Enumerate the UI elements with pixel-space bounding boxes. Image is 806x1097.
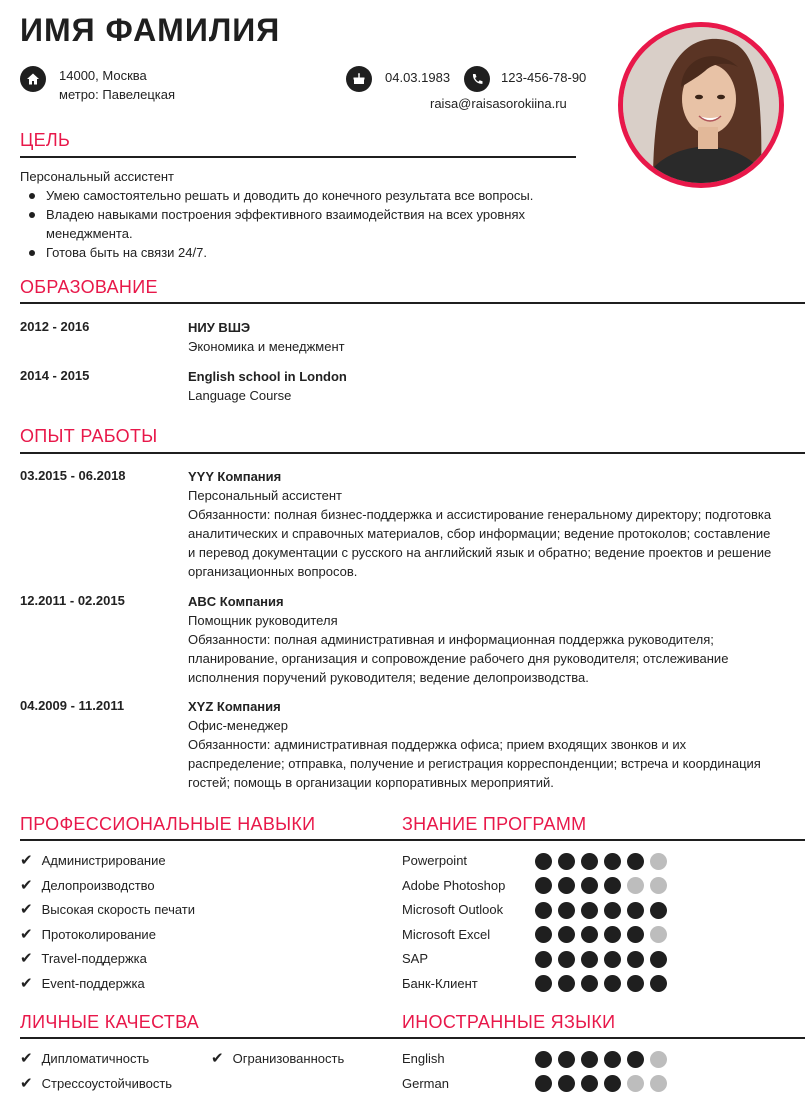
software-names bbox=[402, 849, 505, 996]
education-item bbox=[188, 367, 347, 405]
pro-skills-divider bbox=[20, 839, 382, 841]
education-field: Экономика и менеджмент bbox=[188, 339, 345, 354]
rating-dots bbox=[535, 849, 667, 874]
rating-dot-filled bbox=[535, 902, 552, 919]
rating-dot-filled bbox=[558, 1075, 575, 1092]
education-field: Language Course bbox=[188, 388, 292, 403]
personal-col-2 bbox=[211, 1047, 344, 1072]
software-name: Microsoft Excel bbox=[402, 926, 491, 942]
quality-item bbox=[20, 1072, 172, 1097]
language-names bbox=[402, 1047, 449, 1096]
rating-dot-filled bbox=[535, 877, 552, 894]
rating-dot-filled bbox=[627, 853, 644, 870]
education-period: 2014 - 2015 bbox=[20, 368, 90, 383]
rating-dot-filled bbox=[604, 1075, 621, 1092]
rating-dot-filled bbox=[535, 951, 552, 968]
rating-dot-filled bbox=[535, 1075, 552, 1092]
quality-item bbox=[20, 1047, 172, 1072]
languages-heading: ИНОСТРАННЫЕ ЯЗЫКИ bbox=[402, 1012, 616, 1032]
home-icon bbox=[20, 66, 46, 92]
rating-dot-filled bbox=[558, 902, 575, 919]
skill-label: Администрирование bbox=[41, 853, 166, 868]
software-ratings bbox=[535, 849, 667, 996]
rating-dot-filled bbox=[535, 975, 552, 992]
experience-heading: ОПЫТ РАБОТЫ bbox=[20, 426, 158, 446]
rating-dot-empty bbox=[627, 1075, 644, 1092]
rating-dots bbox=[535, 972, 667, 997]
job-item bbox=[188, 592, 778, 687]
rating-dots bbox=[535, 898, 667, 923]
rating-dot-filled bbox=[650, 902, 667, 919]
rating-dot-filled bbox=[558, 926, 575, 943]
goal-list bbox=[20, 186, 600, 262]
checkmark-icon: ✔ bbox=[20, 925, 33, 943]
phone: 123-456-78-90 bbox=[501, 70, 587, 85]
education-place: НИУ ВШЭ bbox=[188, 320, 251, 335]
address-line-2: метро: Павелецкая bbox=[59, 87, 176, 102]
rating-dot-filled bbox=[627, 926, 644, 943]
rating-dot-filled bbox=[535, 1051, 552, 1068]
rating-dot-filled bbox=[558, 975, 575, 992]
job-role: Помощник руководителя bbox=[188, 613, 338, 628]
rating-dot-empty bbox=[650, 877, 667, 894]
profile-photo bbox=[618, 22, 784, 188]
education-period: 2012 - 2016 bbox=[20, 319, 90, 334]
job-duties: Обязанности: полная административная и информационная поддержка руководителя; планирование, организация и сопровождение рабочего дня руководителя; отслеживание исполнения поручений руководителя; ведение делопроизводства. bbox=[188, 632, 729, 685]
job-period: 12.2011 - 02.2015 bbox=[20, 593, 125, 608]
phone-icon bbox=[464, 66, 490, 92]
goal-divider bbox=[20, 156, 576, 158]
address-line-1: 14000, Москва bbox=[59, 68, 147, 83]
language-name: German bbox=[402, 1075, 449, 1091]
software-heading: ЗНАНИЕ ПРОГРАММ bbox=[402, 814, 587, 834]
personal-divider bbox=[20, 1037, 382, 1039]
goal-section bbox=[20, 167, 600, 262]
skill-label: Event-поддержка bbox=[41, 975, 145, 991]
goal-point: Готова быть на связи 24/7. bbox=[20, 243, 600, 262]
skill-item bbox=[20, 898, 195, 923]
rating-dot-filled bbox=[604, 902, 621, 919]
personal-heading: ЛИЧНЫЕ КАЧЕСТВА bbox=[20, 1012, 200, 1032]
quality-label: Огранизованность bbox=[232, 1051, 345, 1066]
rating-dot-filled bbox=[650, 975, 667, 992]
rating-dots bbox=[535, 923, 667, 948]
personal-col-1 bbox=[20, 1047, 172, 1096]
software-divider bbox=[382, 839, 805, 841]
pro-skills-list bbox=[20, 849, 195, 996]
rating-dot-filled bbox=[581, 951, 598, 968]
skill-item bbox=[20, 947, 195, 972]
rating-dot-filled bbox=[558, 1051, 575, 1068]
rating-dot-empty bbox=[650, 853, 667, 870]
email-link[interactable]: raisa@raisasorokiina.ru bbox=[430, 96, 567, 111]
job-item bbox=[188, 697, 778, 792]
rating-dot-filled bbox=[581, 877, 598, 894]
rating-dot-filled bbox=[604, 951, 621, 968]
rating-dot-filled bbox=[581, 926, 598, 943]
software-name: Powerpoint bbox=[402, 853, 468, 868]
rating-dot-filled bbox=[581, 1075, 598, 1092]
checkmark-icon: ✔ bbox=[20, 876, 33, 894]
checkmark-icon: ✔ bbox=[20, 1074, 33, 1092]
job-company: ABC Компания bbox=[188, 594, 284, 609]
job-company: YYY Компания bbox=[188, 469, 282, 484]
skill-label: Travel-поддержка bbox=[41, 951, 147, 966]
rating-dots bbox=[535, 1047, 667, 1072]
job-duties: Обязанности: полная бизнес-поддержка и ассистирование генеральному директору; подготовка аналитических и справочных материалов, сбор информации; ведение протоколов; составление и перевод документации с русского на английский язык и обратно; ведение проектов и решение организационных вопросов. bbox=[188, 507, 772, 579]
checkmark-icon: ✔ bbox=[20, 1050, 33, 1067]
job-role: Персональный ассистент bbox=[188, 488, 343, 503]
pro-skills-heading: ПРОФЕССИОНАЛЬНЫЕ НАВЫКИ bbox=[20, 814, 316, 834]
goal-point: Умею самостоятельно решать и доводить до конечного результата все вопросы. bbox=[20, 186, 600, 205]
quality-label: Стрессоустойчивость bbox=[41, 1075, 173, 1091]
job-item bbox=[188, 467, 778, 581]
job-period: 03.2015 - 06.2018 bbox=[20, 468, 126, 483]
quality-label: Дипломатичность bbox=[41, 1051, 150, 1066]
job-duties: Обязанности: административная поддержка офиса; прием входящих звонков и их распределение; отправка, получение и регистрация корреспонденции; встреча и координация гостей; помощь в организации корпоративных мероприятий. bbox=[188, 737, 761, 790]
checkmark-icon: ✔ bbox=[20, 901, 33, 918]
checkmark-icon: ✔ bbox=[20, 950, 33, 967]
rating-dot-empty bbox=[650, 1051, 667, 1068]
education-heading: ОБРАЗОВАНИЕ bbox=[20, 277, 158, 297]
rating-dot-filled bbox=[604, 975, 621, 992]
software-name: Adobe Photoshop bbox=[402, 877, 506, 893]
goal-point: Владею навыками построения эффективного взаимодействия на всех уровнях менеджмента. bbox=[20, 205, 600, 243]
rating-dot-empty bbox=[650, 926, 667, 943]
resume-name: ИМЯ ФАМИЛИЯ bbox=[20, 12, 281, 48]
goal-position: Персональный ассистент bbox=[20, 169, 175, 184]
skill-label: Высокая скорость печати bbox=[41, 902, 196, 917]
checkmark-icon: ✔ bbox=[211, 1050, 224, 1067]
rating-dot-filled bbox=[604, 1051, 621, 1068]
skill-label: Протоколирование bbox=[41, 926, 156, 942]
education-item bbox=[188, 318, 345, 356]
rating-dots bbox=[535, 874, 667, 899]
rating-dot-filled bbox=[558, 853, 575, 870]
rating-dot-filled bbox=[627, 1051, 644, 1068]
rating-dot-filled bbox=[581, 1051, 598, 1068]
job-company: XYZ Компания bbox=[188, 699, 281, 714]
rating-dots bbox=[535, 947, 667, 972]
software-name: Microsoft Outlook bbox=[402, 902, 504, 917]
birth-date: 04.03.1983 bbox=[385, 70, 451, 85]
job-role: Офис-менеджер bbox=[188, 718, 288, 733]
skill-item bbox=[20, 972, 195, 997]
rating-dot-filled bbox=[581, 902, 598, 919]
experience-divider bbox=[20, 452, 805, 454]
skill-item bbox=[20, 849, 195, 874]
address bbox=[59, 66, 175, 104]
goal-heading: ЦЕЛЬ bbox=[20, 130, 71, 150]
rating-dots bbox=[535, 1072, 667, 1097]
cake-icon bbox=[346, 66, 372, 92]
rating-dot-filled bbox=[535, 926, 552, 943]
rating-dot-filled bbox=[535, 853, 552, 870]
skill-item bbox=[20, 874, 195, 899]
checkmark-icon: ✔ bbox=[20, 974, 33, 992]
rating-dot-empty bbox=[650, 1075, 667, 1092]
rating-dot-filled bbox=[581, 975, 598, 992]
language-name: English bbox=[402, 1051, 445, 1066]
rating-dot-filled bbox=[627, 975, 644, 992]
skill-item bbox=[20, 923, 195, 948]
rating-dot-filled bbox=[604, 877, 621, 894]
rating-dot-filled bbox=[604, 853, 621, 870]
rating-dot-filled bbox=[650, 951, 667, 968]
languages-divider bbox=[382, 1037, 805, 1039]
checkmark-icon: ✔ bbox=[20, 852, 33, 869]
rating-dot-filled bbox=[627, 951, 644, 968]
software-name: SAP bbox=[402, 951, 429, 966]
rating-dot-filled bbox=[558, 951, 575, 968]
rating-dot-empty bbox=[627, 877, 644, 894]
rating-dot-filled bbox=[627, 902, 644, 919]
skill-label: Делопроизводство bbox=[41, 877, 155, 893]
software-name: Банк-Клиент bbox=[402, 975, 478, 991]
job-period: 04.2009 - 11.2011 bbox=[20, 698, 125, 713]
language-ratings bbox=[535, 1047, 667, 1096]
education-divider bbox=[20, 302, 805, 304]
rating-dot-filled bbox=[604, 926, 621, 943]
rating-dot-filled bbox=[581, 853, 598, 870]
education-place: English school in London bbox=[188, 369, 347, 384]
rating-dot-filled bbox=[558, 877, 575, 894]
quality-item bbox=[211, 1047, 344, 1072]
